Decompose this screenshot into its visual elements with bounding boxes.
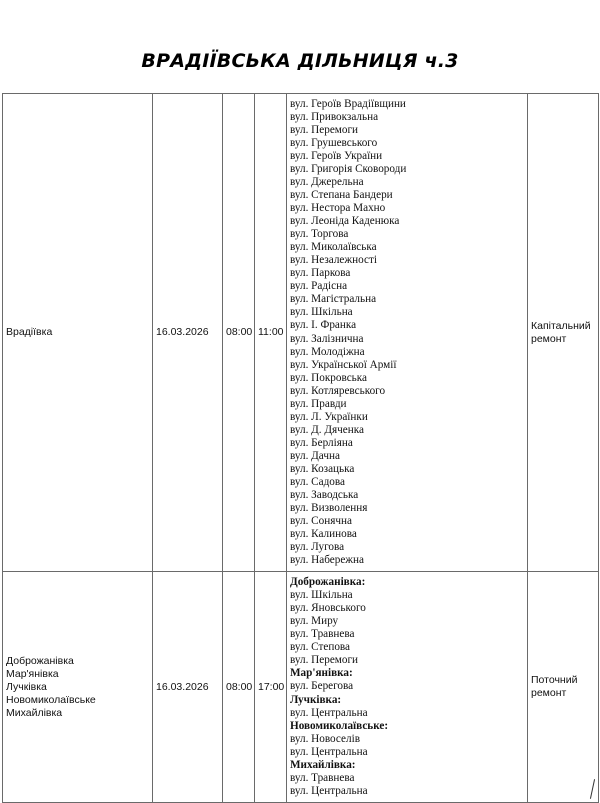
street-item: вул. Радісна — [290, 280, 348, 293]
street-item: вул. Шкільна — [290, 306, 353, 319]
work-type-cell: Поточний ремонт — [528, 572, 599, 803]
street-item: вул. Покровська — [290, 371, 367, 384]
time-to-cell: 17:00 — [255, 572, 287, 803]
street-item: вул. Степана Бандери — [290, 188, 393, 201]
village-heading: Лучківка: — [290, 693, 342, 706]
street-item: вул. Нестора Махно — [290, 202, 386, 215]
street-item: вул. Перемоги — [290, 654, 359, 667]
street-item: вул. Визволення — [290, 502, 368, 515]
date-cell: 16.03.2026 — [153, 94, 223, 572]
street-item: вул. Торгова — [290, 228, 349, 241]
street-item: вул. Миру — [290, 615, 339, 628]
page-title: ВРАДІЇВСЬКА ДІЛЬНИЦЯ ч.3 — [141, 50, 459, 72]
street-item: вул. Котляревського — [290, 384, 386, 397]
table-row — [3, 572, 599, 803]
street-item: вул. Шкільна — [290, 589, 353, 602]
table-row — [3, 94, 599, 572]
street-item: вул. Травнева — [290, 628, 355, 641]
settlement-name: Новомиколаївське — [6, 693, 96, 706]
street-item: вул. Новоселів — [290, 732, 360, 745]
street-item: вул. Берегова — [290, 680, 354, 693]
settlement-cell — [3, 94, 153, 572]
street-item: вул. Центральна — [290, 706, 368, 719]
village-heading: Доброжанівка: — [290, 576, 366, 589]
street-item: вул. Д. Дяченка — [290, 423, 364, 436]
settlement-name: Врадіївка — [6, 326, 53, 338]
street-item: вул. Л. Українки — [290, 410, 368, 423]
street-item: вул. Незалежності — [290, 254, 377, 267]
village-heading: Михайлівка: — [290, 758, 356, 771]
settlement-name: Мар'янівка — [6, 667, 59, 680]
street-item: вул. Миколаївська — [290, 241, 377, 254]
street-item: вул. Центральна — [290, 784, 368, 797]
street-item: вул. Калинова — [290, 528, 357, 541]
street-item: вул. Привокзальна — [290, 110, 379, 123]
street-item: вул. Сонячна — [290, 515, 352, 528]
street-item: вул. Козацька — [290, 462, 355, 475]
street-item: вул. Дачна — [290, 449, 340, 462]
street-item: вул. Заводська — [290, 489, 359, 502]
street-item: вул. Лугова — [290, 541, 345, 554]
street-item: вул. Героїв Врадіївщини — [290, 97, 406, 110]
street-item: вул. Степова — [290, 641, 351, 654]
street-item: вул. Грушевського — [290, 136, 378, 149]
street-item: вул. Залізнична — [290, 332, 364, 345]
street-item: вул. Правди — [290, 397, 347, 410]
date-cell: 16.03.2026 — [153, 572, 223, 803]
streets-cell — [287, 94, 528, 572]
street-item: вул. Паркова — [290, 267, 351, 280]
settlement-cell — [3, 572, 153, 803]
village-heading: Мар'янівка: — [290, 667, 353, 680]
work-type-cell: Капітальний ремонт — [528, 94, 599, 572]
settlement-name: Доброжанівка — [6, 654, 74, 667]
street-item: вул. Яновського — [290, 602, 366, 615]
time-from-cell: 08:00 — [223, 94, 255, 572]
street-item: вул. Григорія Сковороди — [290, 162, 407, 175]
time-from-cell: 08:00 — [223, 572, 255, 803]
street-item: вул. Героїв України — [290, 149, 383, 162]
street-item: вул. Магістральна — [290, 293, 377, 306]
street-item: вул. Джерельна — [290, 175, 364, 188]
street-item: вул. Української Армії — [290, 358, 397, 371]
street-item: вул. Травнева — [290, 771, 355, 784]
settlement-name: Михайлівка — [6, 706, 63, 719]
time-to-cell: 11:00 — [255, 94, 287, 572]
street-item: вул. Перемоги — [290, 123, 359, 136]
settlement-name: Лучківка — [6, 680, 47, 693]
street-item: вул. Набережна — [290, 554, 364, 567]
street-item: вул. І. Франка — [290, 319, 357, 332]
outage-schedule-table — [2, 93, 599, 803]
street-item: вул. Садова — [290, 476, 345, 489]
streets-cell — [287, 572, 528, 803]
village-heading: Новомиколаївське: — [290, 719, 389, 732]
street-item: вул. Центральна — [290, 745, 368, 758]
street-item: вул. Молодіжна — [290, 345, 365, 358]
street-item: вул. Леоніда Каденюка — [290, 215, 400, 228]
street-item: вул. Берліяна — [290, 436, 353, 449]
